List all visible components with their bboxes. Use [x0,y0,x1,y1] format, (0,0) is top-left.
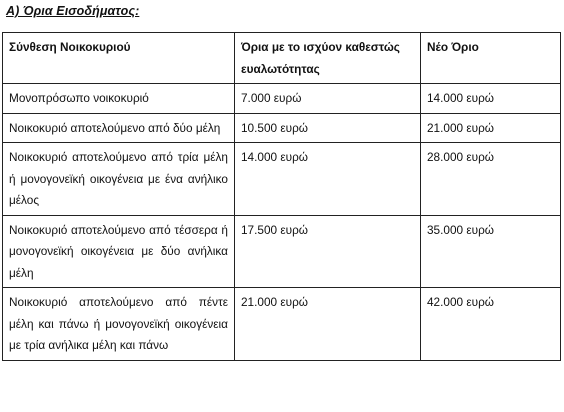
cell-household-composition: Νοικοκυριό αποτελούμενο από τέσσερα ή μονογονεϊκή οικογένεια με δύο ανήλικα μέλη [3,215,235,288]
table-header-row [3,33,561,84]
header-current-limits: Όρια με το ισχύον καθεστώς ευαλωτότητας [235,33,421,84]
table-row [3,84,561,114]
header-new-limit: Νέο Όριο [421,33,561,84]
cell-new-limit: 42.000 ευρώ [421,288,561,361]
section-heading: Α) Όρια Εισοδήματος: [6,4,140,18]
cell-new-limit: 14.000 ευρώ [421,84,561,114]
cell-household-composition: Μονοπρόσωπο νοικοκυριό [3,84,235,114]
table-row [3,113,561,143]
cell-new-limit: 35.000 ευρώ [421,215,561,288]
cell-current-limit: 7.000 ευρώ [235,84,421,114]
cell-new-limit: 28.000 ευρώ [421,143,561,216]
cell-household-composition: Νοικοκυριό αποτελούμενο από τρία μέλη ή μονογονεϊκή οικογένεια με ένα ανήλικο μέλος [3,143,235,216]
header-household-composition: Σύνθεση Νοικοκυριού [3,33,235,84]
table-row [3,143,561,216]
cell-current-limit: 14.000 ευρώ [235,143,421,216]
income-limits-table [2,32,561,361]
table-row [3,288,561,361]
cell-current-limit: 10.500 ευρώ [235,113,421,143]
table-row [3,215,561,288]
cell-current-limit: 21.000 ευρώ [235,288,421,361]
cell-new-limit: 21.000 ευρώ [421,113,561,143]
cell-household-composition: Νοικοκυριό αποτελούμενο από δύο μέλη [3,113,235,143]
cell-household-composition: Νοικοκυριό αποτελούμενο από πέντε μέλη και πάνω ή μονογονεϊκή οικογένεια με τρία ανήλικα μέλη και πάνω [3,288,235,361]
cell-current-limit: 17.500 ευρώ [235,215,421,288]
